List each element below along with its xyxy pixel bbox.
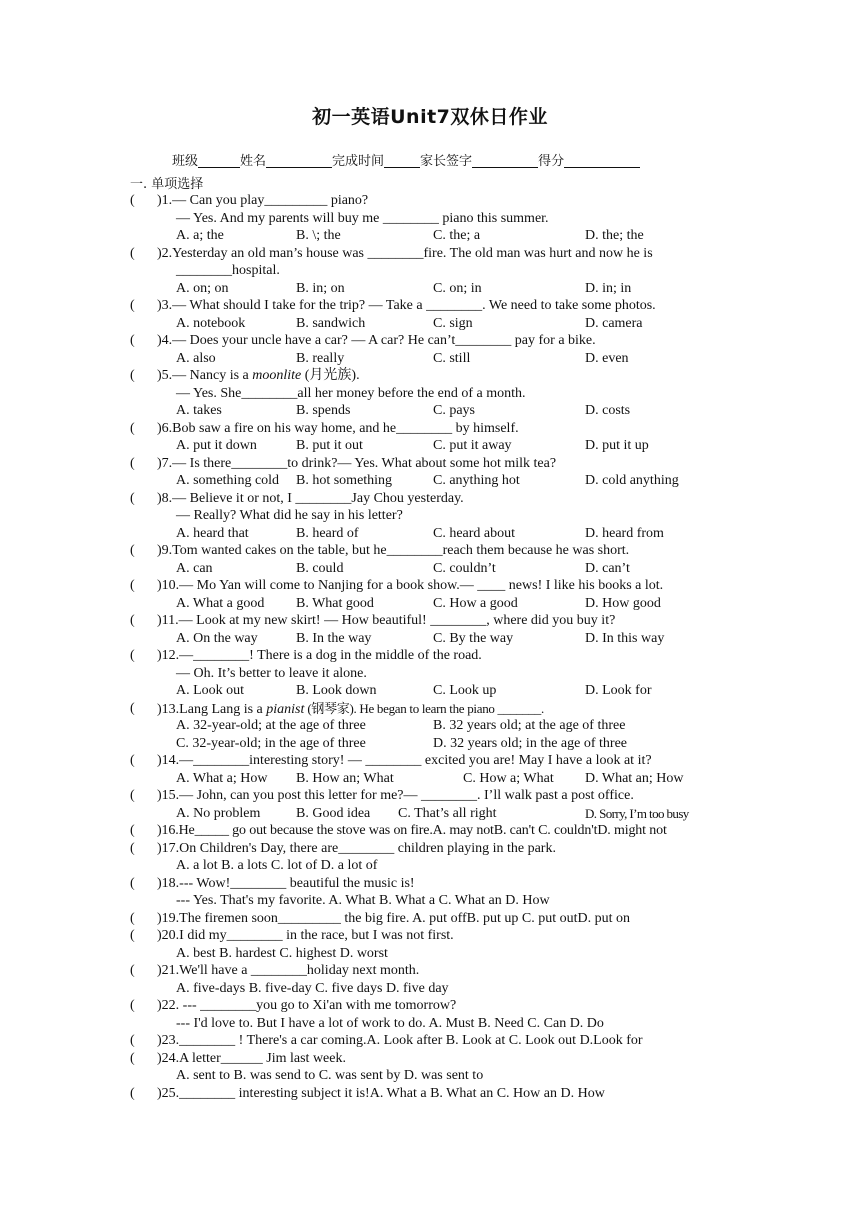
question-item	[130, 910, 770, 928]
question-stem	[130, 332, 770, 350]
question-continuation	[130, 507, 770, 525]
question-item	[130, 787, 770, 822]
option-c[interactable]: C. How a good	[433, 595, 518, 611]
question-item	[130, 997, 770, 1032]
question-item	[130, 542, 770, 577]
option-c[interactable]: C. That’s all right	[398, 805, 497, 821]
options-row	[130, 717, 770, 735]
continuation-text: A. five-days B. five-day C. five days D. five day	[176, 980, 449, 996]
question-stem	[130, 297, 770, 315]
question-continuation	[130, 262, 770, 280]
answer-paren[interactable]: (	[130, 490, 135, 506]
question-number: )20.I did my________ in the race, but I was not first.	[157, 928, 454, 943]
answer-paren[interactable]: (	[130, 420, 135, 436]
question-stem	[130, 612, 770, 630]
answer-paren[interactable]: (	[130, 840, 135, 856]
question-stem	[130, 455, 770, 473]
option-d[interactable]: D. Look for	[585, 683, 652, 698]
option-b[interactable]: B. What good	[296, 595, 374, 611]
option-d[interactable]: D. cold anything	[585, 473, 679, 488]
options-row	[130, 682, 770, 700]
question-number: )23.________ ! There's a car coming.A. Look after B. Look at C. Look out D.Look for	[157, 1033, 643, 1048]
answer-paren[interactable]: (	[130, 1050, 135, 1066]
question-stem	[130, 875, 770, 893]
option-c[interactable]: C. pays	[433, 403, 475, 418]
stem-rest: (钢琴家). He began to learn the piano _______.	[304, 700, 544, 716]
option-a[interactable]: A. What a good	[176, 595, 265, 611]
option-a[interactable]: A. put it down	[176, 438, 257, 453]
question-stem	[130, 752, 770, 770]
question-number: )22. --- ________you go to Xi'an with me tomorrow?	[157, 998, 457, 1013]
question-continuation	[130, 1015, 770, 1033]
question-item	[130, 455, 770, 490]
question-number: )13.Lang Lang is a pianist (钢琴家). He began to learn the piano _______.	[157, 700, 544, 717]
question-number: )4.— Does your uncle have a car? — A car? He can’t________ pay for a bike.	[157, 333, 596, 348]
question-item	[130, 927, 770, 962]
question-item	[130, 962, 770, 997]
question-stem	[130, 420, 770, 438]
question-stem	[130, 927, 770, 945]
continuation-text: --- I'd love to. But I have a lot of work to do. A. Must B. Need C. Can D. Do	[176, 1015, 604, 1031]
time-label: 完成时间	[332, 154, 385, 169]
continuation-text: --- Yes. That's my favorite. A. What B. What a C. What an D. How	[176, 893, 550, 908]
option-d[interactable]: D. costs	[585, 403, 631, 418]
parent-blank[interactable]	[472, 153, 538, 168]
option-b[interactable]: B. sandwich	[296, 315, 366, 331]
option-b[interactable]: B. Look down	[296, 683, 377, 698]
option-a[interactable]: A. On the way	[176, 630, 258, 646]
question-item	[130, 577, 770, 612]
continuation-text: — Oh. It’s better to leave it alone.	[176, 665, 367, 681]
class-blank[interactable]	[198, 153, 240, 168]
question-continuation	[130, 980, 770, 998]
question-stem	[130, 962, 770, 980]
question-number: )1.— Can you play_________ piano?	[157, 193, 369, 208]
answer-paren[interactable]: (	[130, 928, 135, 943]
answer-paren[interactable]: (	[130, 613, 135, 628]
score-blank[interactable]	[564, 153, 640, 168]
question-item	[130, 1032, 770, 1050]
options-row	[130, 350, 770, 368]
option-c[interactable]: C. the; a	[433, 228, 481, 243]
question-item	[130, 822, 770, 840]
option-a[interactable]: A. No problem	[176, 805, 261, 821]
option-c[interactable]: C. sign	[433, 315, 473, 331]
options-row	[130, 227, 770, 245]
option-c[interactable]: C. still	[433, 350, 471, 366]
continuation-text: ________hospital.	[176, 263, 280, 278]
options-row	[130, 525, 770, 543]
answer-paren[interactable]: (	[130, 998, 135, 1013]
option-c[interactable]: C. By the way	[433, 630, 514, 646]
question-stem	[130, 822, 770, 840]
parent-label: 家长签字	[420, 154, 473, 169]
continuation-text: A. best B. hardest C. highest D. worst	[176, 945, 388, 961]
option-a[interactable]: A. Look out	[176, 683, 245, 698]
section-heading: 一. 单项选择	[130, 177, 204, 192]
question-continuation	[130, 665, 770, 683]
question-number: )2.Yesterday an old man’s house was ________fire. The old man was hurt and now he is	[157, 245, 653, 261]
option-a[interactable]: A. also	[176, 350, 216, 366]
answer-paren[interactable]: (	[130, 875, 135, 891]
option-b[interactable]: B. heard of	[296, 525, 359, 541]
question-stem	[130, 647, 770, 665]
option-d[interactable]: D. the; the	[585, 228, 644, 243]
question-number: )16.He_____ go out because the stove was on fire.A. may notB. can't C. couldn'tD. might not	[157, 823, 667, 838]
options-row	[130, 315, 770, 333]
continuation-text: A. a lot B. a lots C. lot of D. a lot of	[176, 858, 378, 873]
continuation-text: — Really? What did he say in his letter?	[176, 508, 403, 523]
question-continuation	[130, 385, 770, 403]
page-title: 初一英语Unit7双休日作业	[312, 106, 548, 128]
question-item	[130, 1085, 770, 1103]
option-d[interactable]: D. In this way	[585, 630, 665, 646]
answer-paren[interactable]: (	[130, 963, 135, 978]
question-continuation	[130, 210, 770, 228]
continuation-text: — Yes. And my parents will buy me ________ piano this summer.	[176, 210, 549, 226]
option-b[interactable]: B. \; the	[296, 228, 341, 243]
question-item	[130, 297, 770, 332]
answer-paren[interactable]: (	[130, 368, 135, 383]
question-continuation	[130, 857, 770, 875]
score-label: 得分	[538, 154, 565, 169]
question-item	[130, 840, 770, 875]
name-label: 姓名	[240, 154, 267, 169]
option-b[interactable]: B. put it out	[296, 438, 363, 453]
italic-term: moonlite	[252, 368, 302, 383]
continuation-text: — Yes. She________all her money before the end of a month.	[176, 385, 526, 401]
option-b[interactable]: B. 32 years old; at the age of three	[433, 718, 626, 733]
option-a[interactable]: A. notebook	[176, 315, 246, 331]
option-a[interactable]: A. takes	[176, 403, 222, 418]
question-number: )5.— Nancy is a moonlite (月光族).	[157, 368, 360, 383]
answer-paren[interactable]: (	[130, 700, 135, 716]
option-d[interactable]: D. 32 years old; in the age of three	[433, 735, 627, 751]
question-stem	[130, 542, 770, 560]
option-d[interactable]: D. heard from	[585, 525, 664, 541]
question-number: )21.We'll have a ________holiday next month.	[157, 963, 420, 978]
question-number: )7.— Is there________to drink?— Yes. What about some hot milk tea?	[157, 455, 557, 471]
option-a[interactable]: A. something cold	[176, 473, 280, 488]
option-d[interactable]: D. Sorry, I’m too busy	[585, 805, 689, 821]
question-stem	[130, 1032, 770, 1050]
option-b[interactable]: B. spends	[296, 403, 351, 418]
question-number: )10.— Mo Yan will come to Nanjing for a book show.— ____ news! I like his books a lot.	[157, 578, 664, 593]
question-stem	[130, 1050, 770, 1068]
question-item	[130, 700, 770, 753]
question-number: )8.— Believe it or not, I ________Jay Chou yesterday.	[157, 490, 464, 506]
options-row	[130, 437, 770, 455]
options-row	[130, 402, 770, 420]
question-number: )24.A letter______ Jim last week.	[157, 1050, 346, 1066]
question-item	[130, 332, 770, 367]
answer-paren[interactable]: (	[130, 245, 135, 261]
option-b[interactable]: B. In the way	[296, 630, 372, 646]
options-row	[130, 560, 770, 578]
question-stem	[130, 192, 770, 210]
question-number: )6.Bob saw a fire on his way home, and he________ by himself.	[157, 420, 519, 436]
option-a[interactable]: A. 32-year-old; at the age of three	[176, 718, 366, 733]
answer-paren[interactable]: (	[130, 788, 135, 803]
question-item	[130, 420, 770, 455]
question-stem	[130, 910, 770, 928]
options-row	[130, 280, 770, 298]
question-continuation	[130, 892, 770, 910]
question-stem	[130, 700, 770, 718]
question-item	[130, 752, 770, 787]
option-b[interactable]: B. could	[296, 560, 344, 576]
options-row	[130, 630, 770, 648]
question-stem	[130, 997, 770, 1015]
answer-paren[interactable]: (	[130, 455, 135, 471]
options-row	[130, 770, 770, 788]
option-d[interactable]: D. How good	[585, 595, 661, 611]
question-continuation	[130, 945, 770, 963]
question-number: )15.— John, can you post this letter for me?— ________. I’ll walk past a post office.	[157, 788, 634, 803]
option-d[interactable]: D. What an; How	[585, 770, 684, 786]
option-b[interactable]: B. in; on	[296, 280, 345, 296]
question-number: )14.—________interesting story! — ________ excited you are! May I have a look at it?	[157, 753, 652, 768]
question-item	[130, 490, 770, 543]
question-number: )3.— What should I take for the trip? — Take a ________. We need to take some photos.	[157, 298, 656, 313]
options-row	[130, 805, 770, 823]
option-c[interactable]: C. anything hot	[433, 473, 520, 488]
name-blank[interactable]	[266, 153, 332, 168]
option-c[interactable]: C. on; in	[433, 280, 482, 296]
class-label: 班级	[172, 154, 199, 169]
option-c[interactable]: C. 32-year-old; in the age of three	[176, 735, 366, 751]
option-b[interactable]: B. really	[296, 350, 345, 366]
question-item	[130, 875, 770, 910]
option-a[interactable]: A. What a; How	[176, 770, 268, 786]
option-b[interactable]: B. hot something	[296, 473, 393, 488]
answer-paren[interactable]: (	[130, 823, 135, 838]
answer-paren[interactable]: (	[130, 543, 135, 558]
italic-term: pianist	[266, 701, 305, 717]
option-a[interactable]: A. a; the	[176, 228, 224, 243]
option-a[interactable]: A. heard that	[176, 525, 249, 541]
answer-paren[interactable]: (	[130, 578, 135, 593]
question-stem	[130, 490, 770, 508]
option-b[interactable]: B. How an; What	[296, 770, 394, 786]
option-d[interactable]: D. in; in	[585, 280, 632, 296]
option-a[interactable]: A. can	[176, 560, 213, 576]
answer-paren[interactable]: (	[130, 648, 135, 663]
question-number: )12.—________! There is a dog in the middle of the road.	[157, 648, 482, 663]
options-row	[130, 472, 770, 490]
option-d[interactable]: D. can’t	[585, 560, 630, 576]
question-item	[130, 245, 770, 298]
question-continuation	[130, 1067, 770, 1085]
answer-paren[interactable]: (	[130, 910, 135, 926]
answer-paren[interactable]: (	[130, 753, 135, 768]
options-row	[130, 735, 770, 753]
stem-rest: (月光族).	[301, 368, 360, 383]
question-stem	[130, 577, 770, 595]
option-d[interactable]: D. even	[585, 350, 629, 366]
question-number: )19.The firemen soon_________ the big fire. A. put offB. put up C. put outD. put on	[157, 910, 630, 926]
question-stem	[130, 787, 770, 805]
question-item	[130, 192, 770, 245]
question-number: )25.________ interesting subject it is!A. What a B. What an C. How an D. How	[157, 1085, 605, 1101]
option-c[interactable]: C. How a; What	[463, 770, 554, 786]
option-d[interactable]: D. put it up	[585, 438, 649, 453]
time-blank[interactable]	[384, 153, 420, 168]
options-row	[130, 595, 770, 613]
option-d[interactable]: D. camera	[585, 315, 643, 331]
student-info-line	[172, 150, 640, 169]
question-item	[130, 612, 770, 647]
option-c[interactable]: C. put it away	[433, 438, 512, 453]
option-c[interactable]: C. couldn’t	[433, 560, 496, 576]
question-stem	[130, 245, 770, 263]
question-number: )9.Tom wanted cakes on the table, but he________reach them because he was short.	[157, 543, 630, 558]
question-item	[130, 647, 770, 700]
question-number: )17.On Children's Day, there are________ children playing in the park.	[157, 840, 556, 856]
question-stem	[130, 1085, 770, 1103]
option-c[interactable]: C. Look up	[433, 683, 497, 698]
answer-paren[interactable]: (	[130, 333, 135, 348]
option-b[interactable]: B. Good idea	[296, 805, 371, 821]
option-c[interactable]: C. heard about	[433, 525, 516, 541]
answer-paren[interactable]: (	[130, 298, 135, 313]
question-number: )18.--- Wow!________ beautiful the music is!	[157, 875, 415, 891]
question-stem	[130, 840, 770, 858]
question-item	[130, 1050, 770, 1085]
question-item	[130, 367, 770, 420]
answer-paren[interactable]: (	[130, 193, 135, 208]
continuation-text: A. sent to B. was send to C. was sent by D. was sent to	[176, 1068, 484, 1083]
question-number: )11.— Look at my new skirt! — How beautiful! ________, where did you buy it?	[157, 613, 616, 628]
question-stem	[130, 367, 770, 385]
answer-paren[interactable]: (	[130, 1033, 135, 1048]
answer-paren[interactable]: (	[130, 1085, 135, 1101]
option-a[interactable]: A. on; on	[176, 280, 229, 296]
